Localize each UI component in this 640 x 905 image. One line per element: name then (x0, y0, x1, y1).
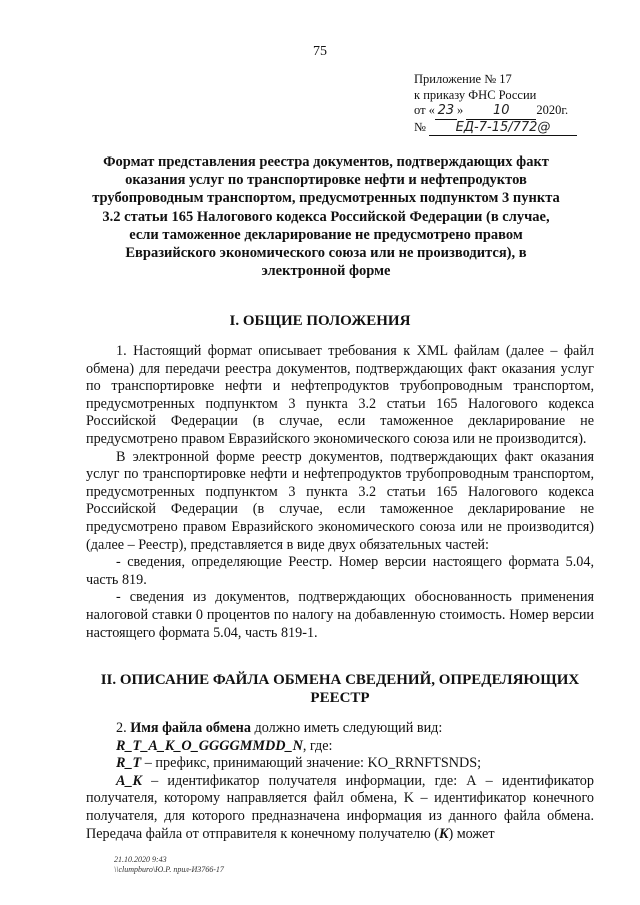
prefix-rest: – префикс, принимающий значение: KO_RRNFTSNDS; (144, 755, 482, 772)
date-prefix: от « (414, 103, 435, 117)
paragraph-3: - сведения, определяющие Реестр. Номер версии настоящего формата 5.04, часть 819. (86, 554, 594, 588)
file-pattern-code: R_T_A_K_O_GGGGMMDD_N (116, 737, 303, 754)
attachment-order: к приказу ФНС России (414, 87, 537, 102)
number-value: ЕД-7-15/772@ (429, 120, 577, 137)
paragraph-1: 1. Настоящий формат описывает требования к XML файлам (далее – файл обмена) для передачи реестра документов, подтверждающих факт оказания услуг по транспортировке нефти и нефтепродуктов трубопроводным транспортом, предусмотренных подпунктом 3 пункта 3.2 статьи 165 Налогового кодекса Российской Федерации (в случае, если таможенное декларирование не предусмотрено правом Евразийского экономического союза или не производится). (86, 343, 594, 447)
footer-date: 21.10.2020 9:43 (114, 855, 167, 864)
recipient-end: ) может (448, 825, 495, 842)
attachment-title: Приложение № 17 (414, 72, 512, 86)
section2-heading: II. ОПИСАНИЕ ФАЙЛА ОБМЕНА СВЕДЕНИЙ, ОПРЕДЕЛЯЮЩИХ РЕЕСТР (100, 672, 580, 706)
section1-body (86, 343, 594, 642)
date-suffix: г. (561, 103, 569, 117)
recipient-rest: – идентификатор получателя информации, где: А – идентификатор получателя, которому направляется файл обмена, K – идентификатор конечного получателя, для которого предназначена информация из данного файла обмена. Передача файла от отправителя к конечному получателю ( (86, 772, 594, 842)
section2-body (86, 720, 594, 843)
date-year: 2020 (536, 103, 562, 117)
date-month: 10 (466, 103, 536, 120)
paragraph-prefix (86, 755, 594, 773)
footer-stamp (114, 855, 224, 875)
date-mid: » (456, 103, 464, 117)
section1-heading: I. ОБЩИЕ ПОЛОЖЕНИЯ (229, 313, 411, 329)
paragraph-recipient (86, 773, 594, 843)
item-number: 2. (116, 720, 127, 736)
attachment-number (414, 120, 614, 137)
number-prefix: № (414, 119, 426, 134)
file-name-rest: должно иметь следующий вид: (254, 720, 443, 736)
file-pattern-rest: , где: (302, 737, 333, 754)
page-number: 75 (313, 44, 327, 59)
footer-path: \\clumpburo\Ю.Р. прил-ИЗ766-17 (114, 865, 224, 874)
recipient-code: A_K (116, 772, 143, 789)
paragraph-file-name (86, 720, 594, 738)
attachment-block (414, 72, 614, 136)
prefix-code: R_T (116, 755, 142, 772)
paragraph-2: В электронной форме реестр документов, подтверждающих факт оказания услуг по транспортировке нефти и нефтепродуктов трубопроводным транспортом, предусмотренных подпунктом 3 пункта 3.2 статьи 165 Налогового кодекса Российской Федерации (в случае, если таможенное декларирование не предусмотрено правом Евразийского экономического союза или не производится) (далее – Реестр), представляется в виде двух обязательных частей: (86, 448, 594, 553)
date-day: 23 (435, 103, 457, 120)
paragraph-file-pattern (86, 738, 594, 756)
paragraph-4: - сведения из документов, подтверждающих обоснованность применения налоговой ставки 0 процентов по налогу на добавленную стоимость. Номер версии настоящего формата 5.04, часть 819-1. (86, 589, 594, 641)
document-title: Формат представления реестра документов, подтверждающих факт оказания услуг по транспортировке нефти и нефтепродуктов трубопроводным транспортом, предусмотренных подпунктом 3 пункта 3.2 статьи 165 Налогового кодекса Российской Федерации (в случае, если таможенное декларирование не предусмотрено правом Евразийского экономического союза или не производится), в электронной форме (92, 154, 560, 280)
file-name-term: Имя файла обмена (130, 720, 251, 736)
recipient-k: K (438, 825, 449, 842)
attachment-date (414, 103, 614, 120)
